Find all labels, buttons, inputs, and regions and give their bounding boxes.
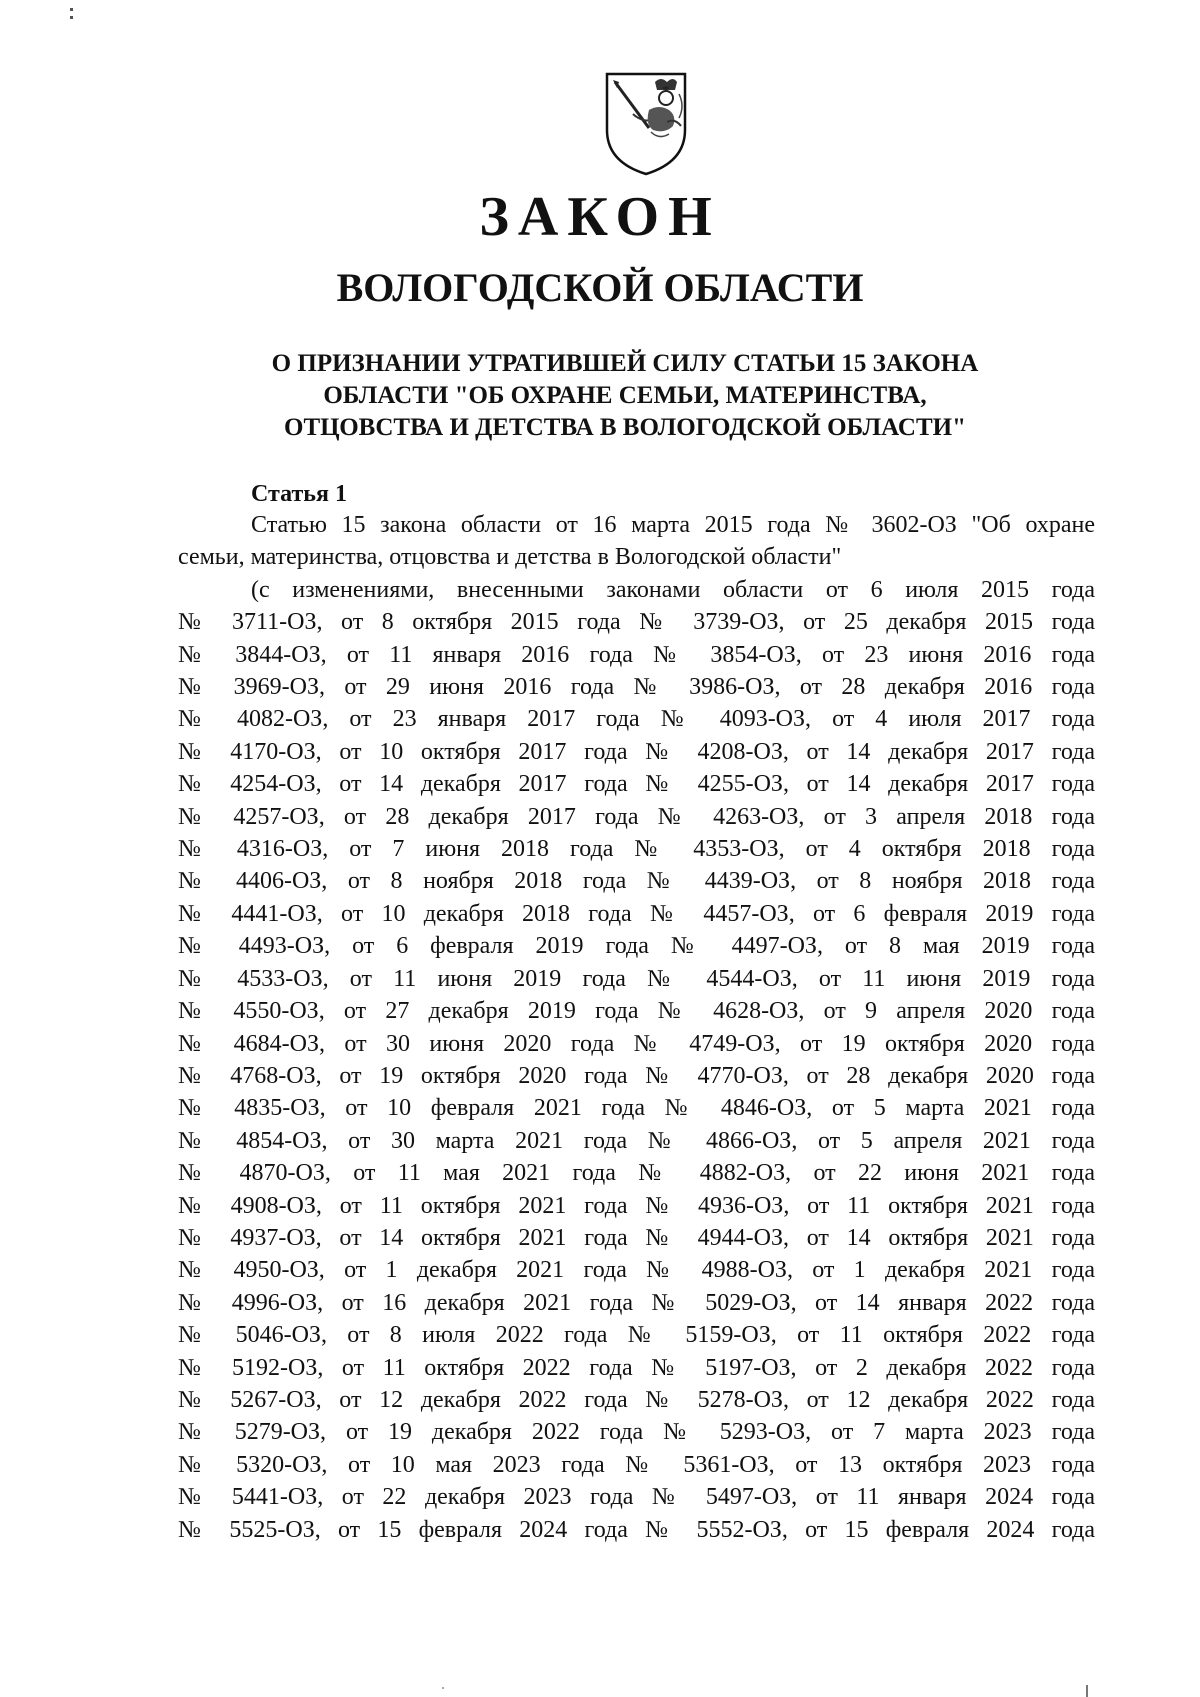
paragraph-2: [178, 574, 1095, 1546]
text-line: № 3969-ОЗ, от 29 июня 2016 года № 3986-ОЗ, от 28 декабря 2016 года: [178, 674, 1095, 701]
text-line: № 4082-ОЗ, от 23 января 2017 года № 4093-ОЗ, от 4 июля 2017 года: [178, 706, 1095, 733]
text-line: № 4768-ОЗ, от 19 октября 2020 года № 4770-ОЗ, от 28 декабря 2020 года: [178, 1062, 1095, 1089]
text-line: № 4493-ОЗ, от 6 февраля 2019 года № 4497-ОЗ, от 8 мая 2019 года: [178, 933, 1095, 960]
text-line: № 4550-ОЗ, от 27 декабря 2019 года № 4628-ОЗ, от 9 апреля 2020 года: [178, 998, 1095, 1025]
text-line: № 4684-ОЗ, от 30 июня 2020 года № 4749-ОЗ, от 19 октября 2020 года: [178, 1030, 1095, 1057]
text-line: № 3844-ОЗ, от 11 января 2016 года № 3854-ОЗ, от 23 июня 2016 года: [178, 641, 1095, 668]
text-line: № 4441-ОЗ, от 10 декабря 2018 года № 4457-ОЗ, от 6 февраля 2019 года: [178, 900, 1095, 927]
document-region: ВОЛОГОДСКОЙ ОБЛАСТИ: [336, 265, 864, 310]
text-line: № 4533-ОЗ, от 11 июня 2019 года № 4544-ОЗ, от 11 июня 2019 года: [178, 965, 1095, 992]
article-heading: Статья 1: [251, 481, 347, 507]
scan-artifact-tick: [1086, 1685, 1088, 1697]
text-line: № 3711-ОЗ, от 8 октября 2015 года № 3739-ОЗ, от 25 декабря 2015 года: [178, 609, 1095, 636]
paragraph-1: [178, 509, 1095, 574]
document-title: ЗАКОН: [479, 186, 721, 248]
text-line: Статью 15 закона области от 16 марта 2015 года № 3602-ОЗ "Об охране: [251, 512, 1095, 538]
text-line: № 5441-ОЗ, от 22 декабря 2023 года № 5497-ОЗ, от 11 января 2024 года: [178, 1484, 1095, 1511]
text-line: № 4406-ОЗ, от 8 ноября 2018 года № 4439-ОЗ, от 8 ноября 2018 года: [178, 868, 1095, 895]
scan-artifact-marks: [70, 8, 73, 26]
document-subtitle: [200, 348, 1050, 444]
text-line: № 4950-ОЗ, от 1 декабря 2021 года № 4988-ОЗ, от 1 декабря 2021 года: [178, 1257, 1095, 1284]
text-line: № 5046-ОЗ, от 8 июля 2022 года № 5159-ОЗ, от 11 октября 2022 года: [178, 1322, 1095, 1349]
text-line: № 4170-ОЗ, от 10 октября 2017 года № 4208-ОЗ, от 14 декабря 2017 года: [178, 738, 1095, 765]
text-line: № 4937-ОЗ, от 14 октября 2021 года № 4944-ОЗ, от 14 октября 2021 года: [178, 1224, 1095, 1251]
text-line: № 4257-ОЗ, от 28 декабря 2017 года № 4263-ОЗ, от 3 апреля 2018 года: [178, 803, 1095, 830]
text-line: (с изменениями, внесенными законами области от 6 июля 2015 года: [251, 576, 1095, 603]
scan-artifact-dot: [442, 1687, 444, 1689]
text-line: № 4854-ОЗ, от 30 марта 2021 года № 4866-ОЗ, от 5 апреля 2021 года: [178, 1127, 1095, 1154]
subtitle-line: О ПРИЗНАНИИ УТРАТИВШЕЙ СИЛУ СТАТЬИ 15 ЗАКОНА: [271, 350, 979, 377]
vologda-coat-of-arms-icon: [603, 70, 689, 176]
subtitle-line: ОБЛАСТИ "ОБ ОХРАНЕ СЕМЬИ, МАТЕРИНСТВА,: [323, 382, 927, 409]
text-line: № 4996-ОЗ, от 16 декабря 2021 года № 5029-ОЗ, от 14 января 2022 года: [178, 1289, 1095, 1316]
text-line: семьи, материнства, отцовства и детства в Вологодской области": [178, 544, 842, 571]
text-line: № 5279-ОЗ, от 19 декабря 2022 года № 5293-ОЗ, от 7 марта 2023 года: [178, 1419, 1095, 1446]
text-line: № 5267-ОЗ, от 12 декабря 2022 года № 5278-ОЗ, от 12 декабря 2022 года: [178, 1386, 1095, 1413]
subtitle-line: ОТЦОВСТВА И ДЕТСТВА В ВОЛОГОДСКОЙ ОБЛАСТИ": [284, 414, 966, 441]
text-line: № 4835-ОЗ, от 10 февраля 2021 года № 4846-ОЗ, от 5 марта 2021 года: [178, 1095, 1095, 1122]
text-line: № 5192-ОЗ, от 11 октября 2022 года № 5197-ОЗ, от 2 декабря 2022 года: [178, 1354, 1095, 1381]
text-line: № 4254-ОЗ, от 14 декабря 2017 года № 4255-ОЗ, от 14 декабря 2017 года: [178, 771, 1095, 798]
text-line: № 5320-ОЗ, от 10 мая 2023 года № 5361-ОЗ, от 13 октября 2023 года: [178, 1451, 1095, 1478]
article-body: [178, 509, 1095, 1546]
text-line: № 4908-ОЗ, от 11 октября 2021 года № 4936-ОЗ, от 11 октября 2021 года: [178, 1192, 1095, 1219]
text-line: № 4316-ОЗ, от 7 июня 2018 года № 4353-ОЗ, от 4 октября 2018 года: [178, 836, 1095, 863]
text-line: № 4870-ОЗ, от 11 мая 2021 года № 4882-ОЗ, от 22 июня 2021 года: [178, 1160, 1095, 1187]
text-line: № 5525-ОЗ, от 15 февраля 2024 года № 5552-ОЗ, от 15 февраля 2024 года: [178, 1516, 1095, 1543]
